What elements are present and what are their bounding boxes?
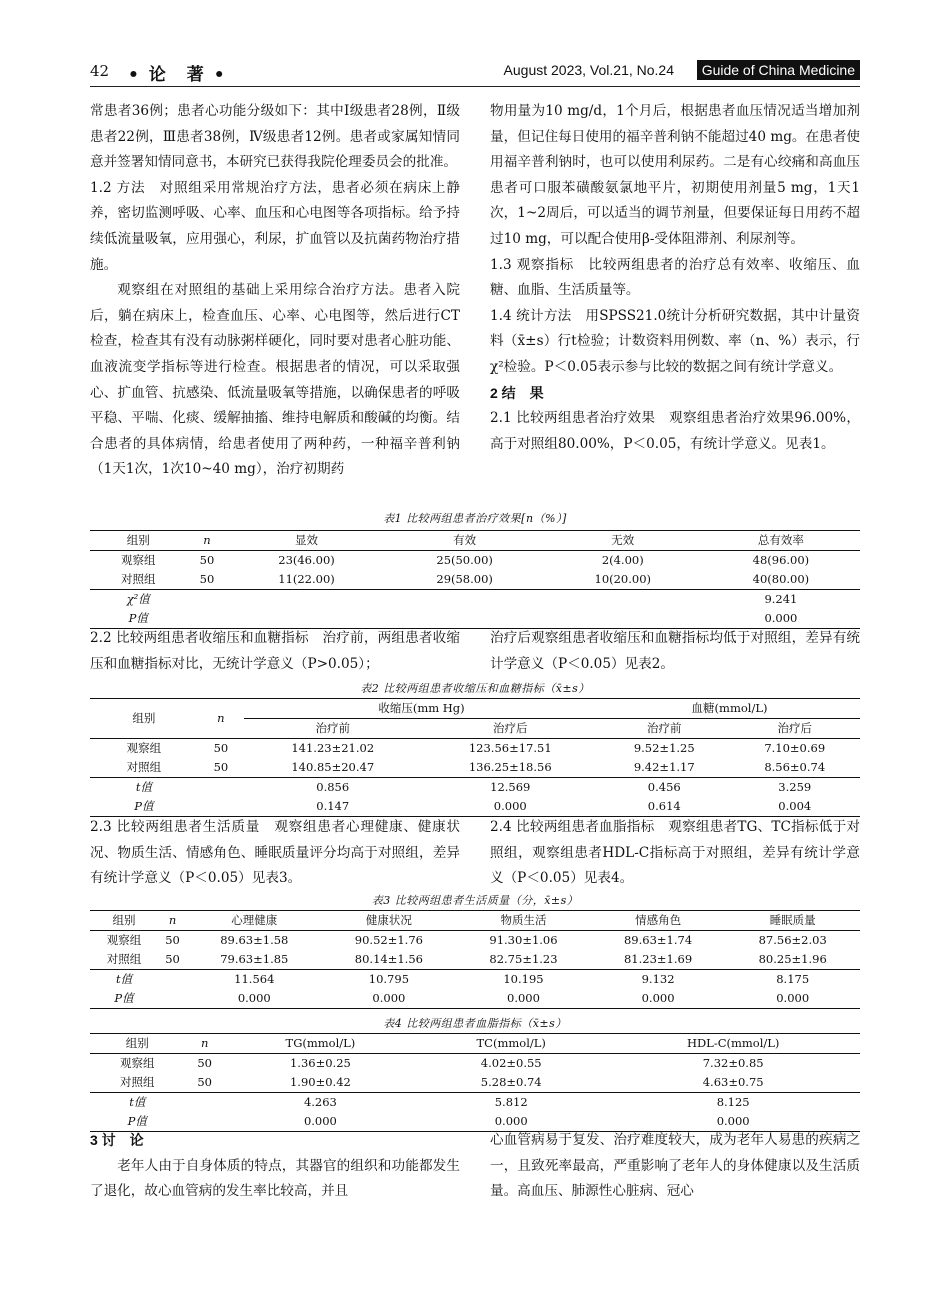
table-header: n xyxy=(187,531,228,551)
paragraph: 常患者36例；患者心功能分级如下：其中Ⅰ级患者28例，Ⅱ级患者22例，Ⅲ患者38例，Ⅳ级患者12例。患者或家属知情同意并签署知情同意书，本研究已获得我院伦理委员会的批准。 xyxy=(90,103,460,171)
table-cell: 7.32±0.85 xyxy=(702,1056,764,1070)
table-cell: 0.856 xyxy=(316,780,350,794)
table-cell: 136.25±18.56 xyxy=(422,758,600,778)
table-cell: 0.000 xyxy=(716,1114,750,1128)
table-cell: 89.63±1.74 xyxy=(623,933,693,947)
table2 xyxy=(90,698,860,817)
table-row xyxy=(90,778,860,798)
table-row xyxy=(90,1054,860,1074)
table-cell: 82.75±1.23 xyxy=(456,950,591,970)
table-cell xyxy=(158,970,187,990)
table-header: 组别 xyxy=(90,911,158,931)
table-cell: 对照组 xyxy=(90,570,187,590)
table-cell: 25(50.00) xyxy=(436,553,493,567)
table-cell: 89.63±1.58 xyxy=(220,933,289,947)
table-cell: 10.195 xyxy=(503,972,544,986)
table-cell xyxy=(198,797,244,817)
table-cell: 对照组 xyxy=(90,950,158,970)
table-cell: 9.52±1.25 xyxy=(633,741,695,755)
table-cell: 观察组 xyxy=(126,741,162,755)
table-cell: 对照组 xyxy=(90,758,198,778)
table-cell: t值 xyxy=(129,1095,146,1109)
section-label: • 论 著 • xyxy=(128,65,227,85)
table-cell: 5.812 xyxy=(494,1095,528,1109)
table3-caption: 表3 比较两组患者生活质量（分，x̄±s） xyxy=(371,894,579,907)
table-row xyxy=(90,950,860,970)
table-header: 无效 xyxy=(544,531,702,551)
table-cell: 观察组 xyxy=(106,933,142,947)
table4 xyxy=(90,1033,860,1132)
paragraph: 老年人由于自身体质的特点，其器官的组织和功能都发生了退化，故心血管病的发生率比较高，并且 xyxy=(90,1157,460,1200)
table-subheader: 治疗前 xyxy=(599,719,729,739)
table-header: 血糖(mmol/L) xyxy=(599,699,860,719)
right-column-top xyxy=(490,99,860,457)
table-cell: 7.10±0.69 xyxy=(764,741,826,755)
table-cell: 观察组 xyxy=(121,553,156,567)
section-heading: 3 讨 论 xyxy=(90,1132,144,1148)
page-number: 42 xyxy=(90,62,110,80)
paragraph: 观察组在对照组的基础上采用综合治疗方法。患者入院后，躺在病床上，检查血压、心率、心电图等，然后进行CT检查，检查其有没有动脉粥样硬化，同时要对患者心脏功能、血液流变学指标等进行检查。根据患者的情况，可以采取强心、扩血管、抗感染、低流量吸氧等措施，以确保患者的呼吸平稳、平喘、化痰、缓解抽搐、维持电解质和酸碱的均衡。结合患者的具体病情，给患者使用了两种药，一种福辛普利钠（1天1次，1次10~40 mg），治疗初期药 xyxy=(90,282,460,478)
table-cell: 50 xyxy=(199,553,215,567)
table-row xyxy=(90,590,860,610)
paragraph: 1.3 观察指标 比较两组患者的治疗总有效率、收缩压、血糖、血脂、生活质量等。 xyxy=(490,256,860,299)
table-header: HDL-C(mmol/L) xyxy=(606,1034,860,1054)
journal-name: Guide of China Medicine xyxy=(697,60,860,80)
table-cell xyxy=(187,590,228,610)
table-cell: 140.85±20.47 xyxy=(244,758,422,778)
table-cell xyxy=(185,1093,225,1113)
table-cell: 90.52±1.76 xyxy=(354,933,423,947)
table-cell: 0.000 xyxy=(237,991,271,1005)
table-row xyxy=(90,551,860,571)
table-header: 物质生活 xyxy=(456,911,591,931)
section-heading: 2 结 果 xyxy=(490,384,544,401)
table-cell: 0.000 xyxy=(303,1114,337,1128)
table-cell: 0.000 xyxy=(493,799,527,813)
table-row xyxy=(90,797,860,817)
table-cell: 观察组 xyxy=(120,1056,155,1070)
table-cell: 23(46.00) xyxy=(278,553,335,567)
table-cell: 3.259 xyxy=(778,780,812,794)
journal-date: August 2023, Vol.21, No.24 xyxy=(503,62,674,78)
table-cell: 1.36±0.25 xyxy=(289,1056,351,1070)
table-cell: 48(96.00) xyxy=(752,553,810,567)
table-cell: 11.564 xyxy=(234,972,275,986)
table-cell: 10.795 xyxy=(368,972,410,986)
discussion-left xyxy=(90,1128,460,1205)
table-cell: 50 xyxy=(185,1073,225,1093)
table-cell xyxy=(198,778,244,798)
table-cell: 50 xyxy=(165,933,180,947)
table-header: 健康状况 xyxy=(322,911,457,931)
table-cell: 0.614 xyxy=(647,799,681,813)
table-cell xyxy=(544,590,702,610)
table-cell: 9.42±1.17 xyxy=(599,758,729,778)
table-cell: 50 xyxy=(198,758,244,778)
table-cell: P值 xyxy=(114,991,134,1005)
paragraph: 心血管病易于复发、治疗难度较大，成为老年人易患的疾病之一，且致死率最高，严重影响了老年人的身体健康以及生活质量。高血压、肺源性心脏病、冠心 xyxy=(490,1132,860,1200)
mid-right-text-1: 治疗后观察组患者收缩压和血糖指标均低于对照组，差异有统计学意义（P＜0.05）见表2。 xyxy=(490,630,860,672)
paragraph: 1.4 统计方法 用SPSS21.0统计分析研究数据，其中计量资料（x̄±s）行t检验；计数资料用例数、率（n、%）表示，行χ²检验。P＜0.05表示参与比较的数据之间有统计学意义。 xyxy=(490,307,860,375)
table4-caption: 表4 比较两组患者血脂指标（x̄±s） xyxy=(383,1017,567,1030)
page-header xyxy=(90,60,860,86)
table1-caption: 表1 比较两组患者治疗效果[n（%）] xyxy=(383,512,567,525)
table1 xyxy=(90,530,860,629)
mid-left-text-1: 2.2 比较两组患者收缩压和血糖指标 治疗前，两组患者收缩压和血糖指标对比，无统计学意义（P>0.05）； xyxy=(90,630,460,672)
table3 xyxy=(90,910,860,1009)
table-row xyxy=(90,570,860,590)
table-cell: 50 xyxy=(213,741,229,755)
table-cell: 8.175 xyxy=(776,972,810,986)
table-cell: 4.263 xyxy=(303,1095,337,1109)
table-header: TC(mmol/L) xyxy=(416,1034,606,1054)
table-cell: 40(80.00) xyxy=(702,570,860,590)
table-cell: 80.14±1.56 xyxy=(322,950,457,970)
table-cell: 4.63±0.75 xyxy=(606,1073,860,1093)
table-cell: P值 xyxy=(134,799,154,813)
table-cell: 0.000 xyxy=(764,611,798,625)
table-cell: 0.000 xyxy=(507,991,540,1005)
table-cell: 0.000 xyxy=(372,991,406,1005)
table-row xyxy=(90,970,860,990)
table-header: 组别 xyxy=(90,531,187,551)
table-row xyxy=(90,989,860,1009)
table-cell: 80.25±1.96 xyxy=(725,950,860,970)
table-cell: 4.02±0.55 xyxy=(480,1056,542,1070)
table-header: n xyxy=(158,911,187,931)
table-cell: 0.456 xyxy=(647,780,681,794)
discussion-right xyxy=(490,1128,860,1205)
table-header: 组别 xyxy=(90,1034,185,1054)
table-cell: 12.569 xyxy=(490,780,531,794)
table-cell: 2(4.00) xyxy=(601,553,644,567)
table-header: 睡眠质量 xyxy=(725,911,860,931)
table-header: n xyxy=(198,699,244,739)
table-subheader: 治疗后 xyxy=(730,719,861,739)
table-header: n xyxy=(185,1034,225,1054)
table-cell: t值 xyxy=(115,972,133,986)
table-cell: 81.23±1.69 xyxy=(591,950,726,970)
table-cell: 0.000 xyxy=(494,1114,528,1128)
table-subheader: 治疗前 xyxy=(244,719,422,739)
paragraph: 2.1 比较两组患者治疗效果 观察组患者治疗效果96.00%，高于对照组80.00%，P＜0.05，有统计学意义。见表1。 xyxy=(490,410,860,452)
table-row xyxy=(90,931,860,951)
mid-left-text-2: 2.3 比较两组患者生活质量 观察组患者心理健康、健康状况、物质生活、情感角色、睡眠质量评分均高于对照组，差异有统计学意义（P＜0.05）见表3。 xyxy=(90,819,460,887)
table-subheader: 治疗后 xyxy=(422,719,600,739)
table2-caption: 表2 比较两组患者收缩压和血糖指标（x̄±s） xyxy=(360,682,590,695)
table-cell: 8.125 xyxy=(716,1095,750,1109)
table-cell xyxy=(386,590,544,610)
table-cell: 8.56±0.74 xyxy=(730,758,861,778)
table-cell: 87.56±2.03 xyxy=(758,933,827,947)
table-header: 收缩压(mm Hg) xyxy=(244,699,599,719)
table-cell: 11(22.00) xyxy=(227,570,385,590)
table-cell: 5.28±0.74 xyxy=(416,1073,606,1093)
table-cell: 0.000 xyxy=(641,991,675,1005)
table-row xyxy=(90,1093,860,1113)
table-cell: 0.004 xyxy=(778,799,812,813)
table-cell: t值 xyxy=(135,780,152,794)
table-cell: 50 xyxy=(187,570,228,590)
table-row xyxy=(90,758,860,778)
table-header: 组别 xyxy=(90,699,198,739)
table-cell: 123.56±17.51 xyxy=(468,741,552,755)
table-cell: 141.23±21.02 xyxy=(291,741,375,755)
table-cell: 9.132 xyxy=(641,972,675,986)
header-rule xyxy=(90,86,860,87)
table-cell xyxy=(227,590,385,610)
table-cell: 0.000 xyxy=(776,991,810,1005)
table-header: 显效 xyxy=(227,531,385,551)
left-column-top xyxy=(90,99,460,483)
table-cell: 79.63±1.85 xyxy=(187,950,322,970)
table-cell: 9.241 xyxy=(764,592,798,606)
table-cell: 50 xyxy=(158,950,187,970)
table-cell: P值 xyxy=(127,1114,147,1128)
paragraph: 1.2 方法 对照组采用常规治疗方法，患者必须在病床上静养，密切监测呼吸、心率、血压和心电图等各项指标。给予持续低流量吸氧，应用强心，利尿，扩血管以及抗菌药物治疗措施。 xyxy=(90,179,460,273)
table-cell: 对照组 xyxy=(90,1073,185,1093)
table-row xyxy=(90,739,860,759)
table-cell: 91.30±1.06 xyxy=(489,933,558,947)
table-header: TG(mmol/L) xyxy=(225,1034,416,1054)
table-cell: 1.90±0.42 xyxy=(225,1073,416,1093)
table-cell: 10(20.00) xyxy=(544,570,702,590)
table-cell: 29(58.00) xyxy=(386,570,544,590)
table-header: 总有效率 xyxy=(702,531,860,551)
table-cell: χ²值 xyxy=(126,592,150,606)
table-cell: 0.147 xyxy=(316,799,350,813)
table-header: 情感角色 xyxy=(591,911,726,931)
table-cell: P值 xyxy=(128,611,148,625)
paragraph: 物用量为10 mg/d，1个月后，根据患者血压情况适当增加剂量，但记住每日使用的福辛普利钠不能超过40 mg。在患者使用福辛普利钠时，也可以使用利尿药。二是有心绞痛和高血压患者可口服苯磺酸氨氯地平片，初期使用剂量5 mg，1天1次，1~2周后，可以适当的调节剂量，但要保证每日用药不超过10 mg，可以配合使用β-受体阻滞剂、利尿剂等。 xyxy=(490,103,860,247)
table-header: 心理健康 xyxy=(187,911,322,931)
table-row xyxy=(90,1073,860,1093)
table-cell: 50 xyxy=(197,1056,212,1070)
table-header: 有效 xyxy=(386,531,544,551)
mid-right-text-2: 2.4 比较两组患者血脂指标 观察组患者TG、TC指标低于对照组，观察组患者HDL-C指标高于对照组，差异有统计学意义（P＜0.05）见表4。 xyxy=(490,819,860,887)
table-cell xyxy=(158,989,187,1009)
